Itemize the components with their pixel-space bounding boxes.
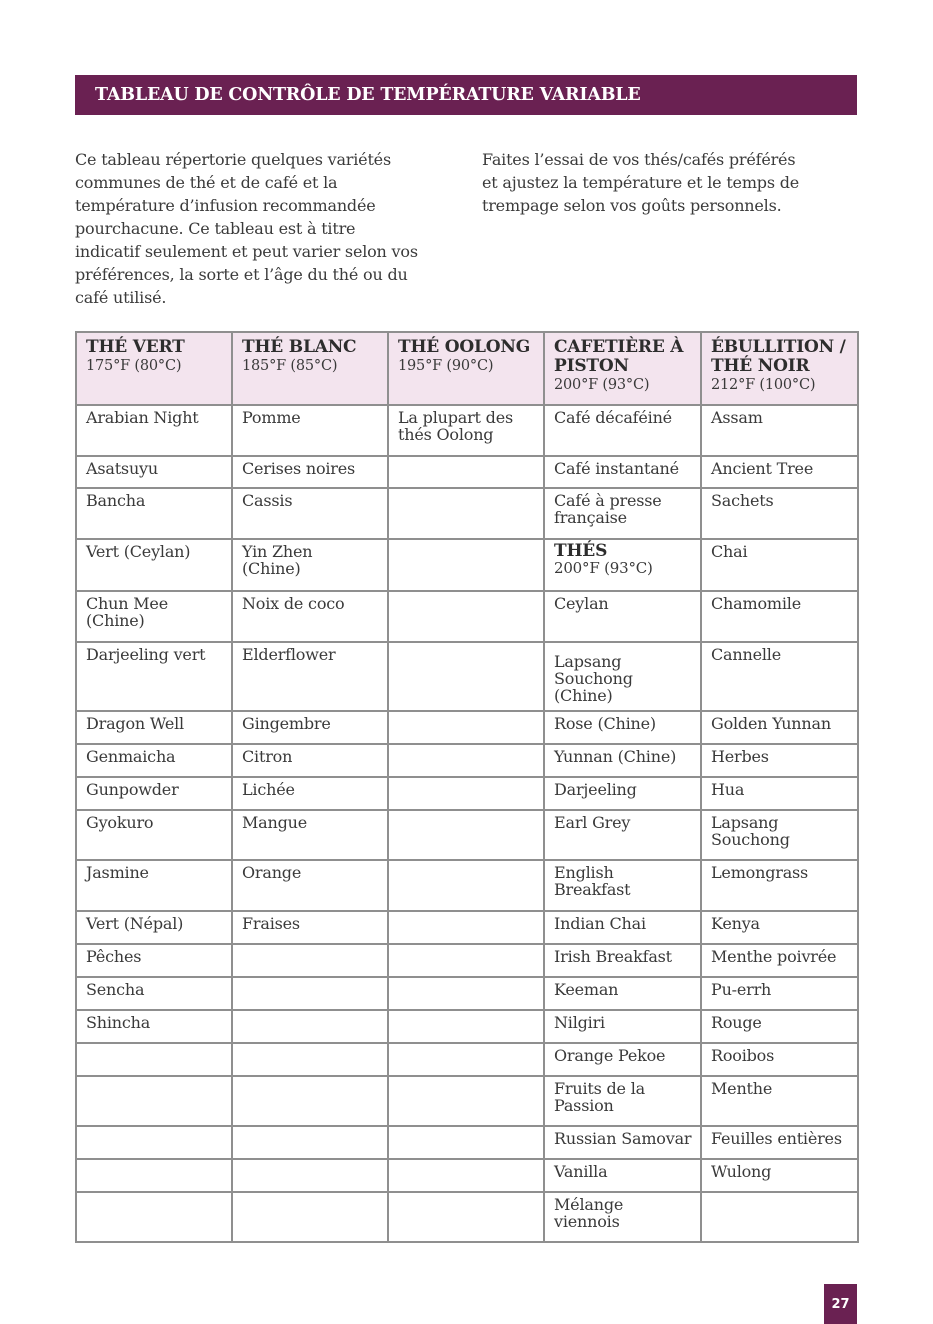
table-cell [388,711,544,744]
table-cell [232,977,388,1010]
table-cell: Sachets [701,488,858,539]
table-row [76,591,858,642]
table-cell [232,1159,388,1192]
table-cell: Rooibos [701,1043,858,1076]
table-cell [76,1192,232,1242]
table-cell: Cassis [232,488,388,539]
table-cell: English Breakfast [544,860,701,911]
table-cell [388,456,544,488]
table-cell: Chai [701,539,858,591]
header-name: THÉ VERT [86,337,185,357]
table-cell: Genmaicha [76,744,232,777]
table-body [76,405,858,1242]
table-cell: Yin Zhen (Chine) [232,539,388,591]
table-cell [76,1126,232,1159]
table-cell [388,539,544,591]
table-cell: Asatsuyu [76,456,232,488]
table-cell: Orange Pekoe [544,1043,701,1076]
table-cell [388,1010,544,1043]
table-cell: Keeman [544,977,701,1010]
table-row [76,1159,858,1192]
table-cell [388,1192,544,1242]
table-row [76,711,858,744]
table-cell: Lemongrass [701,860,858,911]
table-cell: Irish Breakfast [544,944,701,977]
table-cell: Fraises [232,911,388,944]
table-cell [388,860,544,911]
table-cell: Nilgiri [544,1010,701,1043]
table-cell: Chamomile [701,591,858,642]
subheader-name: THÉS [554,541,608,561]
table-cell: Shincha [76,1010,232,1043]
table-cell: Gunpowder [76,777,232,810]
table-row [76,1043,858,1076]
table-cell: Wulong [701,1159,858,1192]
table-cell: Kenya [701,911,858,944]
table-row [76,456,858,488]
table-row [76,1126,858,1159]
table-row [76,977,858,1010]
table-cell [388,591,544,642]
header-name: CAFETIÈRE À PISTON [554,337,684,376]
subheader-temp: 200°F (93°C) [554,559,653,577]
header-temp: 175°F (80°C) [86,358,182,374]
table-cell: Mélange viennois [544,1192,701,1242]
table-cell: Vert (Ceylan) [76,539,232,591]
table-cell: Rouge [701,1010,858,1043]
header-french-press [544,332,701,405]
table-cell: Café instantané [544,456,701,488]
table-cell: Darjeeling [544,777,701,810]
table-cell [232,1043,388,1076]
header-green-tea [76,332,232,405]
table-cell: Hua [701,777,858,810]
table-cell: Darjeeling vert [76,642,232,711]
table-cell [388,744,544,777]
table-cell: Arabian Night [76,405,232,456]
table-cell: Fruits de la Passion [544,1076,701,1126]
table-cell: Dragon Well [76,711,232,744]
table-cell [388,911,544,944]
table-cell: Russian Samovar [544,1126,701,1159]
table-cell: Citron [232,744,388,777]
table-cell: Orange [232,860,388,911]
table-cell: Pomme [232,405,388,456]
table-cell: Cerises noires [232,456,388,488]
table-row [76,539,858,591]
header-white-tea [232,332,388,405]
table-cell: Sencha [76,977,232,1010]
table-cell: Lapsang Souchong [701,810,858,860]
header-name: THÉ BLANC [242,337,357,357]
table-cell [388,944,544,977]
table-cell: Earl Grey [544,810,701,860]
table-cell: Mangue [232,810,388,860]
table-row [76,1010,858,1043]
table-cell [76,1159,232,1192]
table-cell: Bancha [76,488,232,539]
table-row [76,405,858,456]
table-cell [701,1192,858,1242]
table-row [76,777,858,810]
table-cell [232,1076,388,1126]
intro-paragraph-right: Faites l’essai de vos thés/cafés préférés et ajustez la température et le temps de trempage selon vos goûts personnels. [482,150,800,215]
table-row [76,642,858,711]
table-cell: Menthe poivrée [701,944,858,977]
table-cell: Ancient Tree [701,456,858,488]
table-cell: Vert (Népal) [76,911,232,944]
table-cell: Pu-errh [701,977,858,1010]
table-row [76,744,858,777]
table-cell: Pêches [76,944,232,977]
table-cell: Elderflower [232,642,388,711]
table-cell [388,1076,544,1126]
table-header-row [76,332,858,405]
table-cell: La plupart des thés Oolong [388,405,544,456]
table-cell: Chun Mee (Chine) [76,591,232,642]
table-cell: Rose (Chine) [544,711,701,744]
table-cell [388,488,544,539]
page-title: TABLEAU DE CONTRÔLE DE TEMPÉRATURE VARIABLE [95,85,641,105]
subheader-teas [544,539,701,591]
table-row [76,810,858,860]
table-cell [232,1192,388,1242]
header-temp: 185°F (85°C) [242,358,338,374]
table-cell: Yunnan (Chine) [544,744,701,777]
table-row [76,488,858,539]
table-cell: Vanilla [544,1159,701,1192]
table-cell [76,1043,232,1076]
table-cell [76,1076,232,1126]
table-cell: Café décaféiné [544,405,701,456]
table-cell [388,977,544,1010]
header-black-tea [701,332,858,405]
table-cell: Assam [701,405,858,456]
page-number: 27 [824,1284,857,1324]
header-name: THÉ OOLONG [398,337,531,357]
table-cell [388,1126,544,1159]
table-cell: Gyokuro [76,810,232,860]
table-row [76,860,858,911]
header-temp: 200°F (93°C) [554,377,650,393]
table-row [76,944,858,977]
header-oolong-tea [388,332,544,405]
table-cell: Café à presse française [544,488,701,539]
table-cell [388,777,544,810]
table-cell: Lapsang Souchong (Chine) [544,642,701,711]
table-cell: Herbes [701,744,858,777]
table-cell [388,1159,544,1192]
table-cell [388,810,544,860]
intro-paragraph-left: Ce tableau répertorie quelques variétés communes de thé et de café et la température d’infusion recommandée pourchacune. Ce tableau est à titre indicatif seulement et peut varier selon vos préférences, la sorte et l’âge du thé ou du café utilisé. [75,150,418,307]
table-cell [232,1126,388,1159]
table-cell [388,1043,544,1076]
table-cell: Golden Yunnan [701,711,858,744]
table-cell: Noix de coco [232,591,388,642]
header-temp: 195°F (90°C) [398,358,494,374]
page-title-banner [75,75,857,115]
table-row [76,911,858,944]
table-cell: Jasmine [76,860,232,911]
header-name: ÉBULLITION / THÉ NOIR [711,337,846,376]
table-cell [232,944,388,977]
table-cell [388,642,544,711]
header-temp: 212°F (100°C) [711,377,816,393]
table-cell: Gingembre [232,711,388,744]
table-cell: Indian Chai [544,911,701,944]
table-cell: Feuilles entières [701,1126,858,1159]
table-cell: Ceylan [544,591,701,642]
table-row [76,1076,858,1126]
table-cell: Menthe [701,1076,858,1126]
table-row [76,1192,858,1242]
table-cell: Lichée [232,777,388,810]
table-cell [232,1010,388,1043]
temperature-table [75,331,859,1243]
table-cell: Cannelle [701,642,858,711]
